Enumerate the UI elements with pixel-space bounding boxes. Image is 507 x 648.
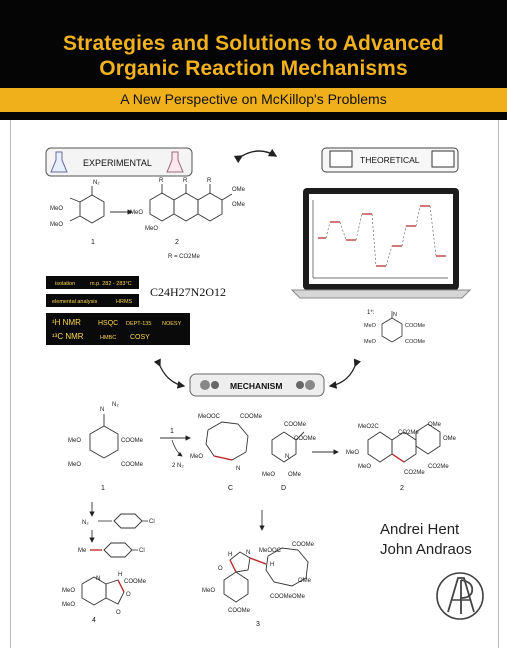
r-group-label: R	[159, 178, 164, 184]
meo-label: MeO	[364, 323, 376, 329]
h-nmr-label: ¹H NMR	[52, 318, 81, 327]
coome-label: COOMe	[292, 542, 315, 548]
noesy-label: NOESY	[162, 321, 182, 327]
subtitle: A New Perspective on McKillop's Problems	[120, 91, 387, 107]
compound-label-3: 3	[256, 621, 260, 628]
author-name: John Andraos	[380, 541, 472, 558]
coome-label: COOMe	[294, 436, 317, 442]
compound-label-2: 2	[400, 485, 404, 492]
gear-icon	[200, 380, 210, 390]
n-label: N	[285, 454, 290, 460]
compound-label-1: 1	[91, 239, 95, 246]
compound-label-1-star: 1*:	[367, 310, 375, 316]
r-definition: R = CO2Me	[168, 254, 200, 260]
theoretical-panel	[322, 148, 458, 172]
molecular-formula: C24H27N2O12	[150, 285, 227, 299]
highlight-bond	[250, 558, 266, 564]
meo-label: MeO	[50, 206, 64, 212]
c-nmr-label: ¹³C NMR	[52, 332, 84, 341]
n2-label: N₂	[82, 520, 89, 526]
gear-icon	[296, 381, 304, 389]
compound-label-d: D	[281, 485, 287, 492]
isolation-label: isolation	[55, 281, 76, 287]
n-label: N	[100, 407, 105, 413]
intermediate-c-structure	[206, 422, 248, 460]
meo-label: MeO	[130, 210, 144, 216]
co2me-label: CO2Me	[428, 464, 449, 470]
r-group-label: R	[183, 178, 188, 184]
loss-arrow	[172, 440, 182, 456]
gear-icon	[211, 381, 219, 389]
h-label: H	[270, 562, 275, 568]
n-label: N	[246, 550, 251, 556]
meo-label: MeO	[145, 226, 159, 232]
compound-label-4: 4	[92, 617, 96, 624]
coome-label: COOMe	[405, 339, 426, 345]
o-label: O	[218, 566, 223, 572]
hrms-label: HRMS	[116, 299, 133, 305]
meo-label: MeO	[364, 339, 376, 345]
meo-label: MeO	[62, 602, 76, 608]
hmbc-label: HMBC	[100, 335, 117, 341]
cosy-label: COSY	[130, 334, 150, 341]
coome-label: COOMe	[121, 462, 144, 468]
dept-label: DEPT-135	[126, 321, 152, 327]
product-2-structure	[150, 184, 232, 221]
ome-label: OMe	[288, 472, 302, 478]
coome-label: COOMe	[405, 323, 426, 329]
mechanism-banner	[190, 374, 324, 396]
authors-block	[380, 520, 492, 560]
meo-label: MeO	[346, 450, 360, 456]
cl-label: Cl	[149, 519, 155, 525]
experimental-panel	[46, 148, 192, 176]
highlight-bond	[214, 456, 232, 460]
n2-label: N₂	[112, 402, 119, 408]
curved-arrow-left	[160, 366, 184, 386]
highlight-bond	[230, 560, 236, 572]
melting-point-label: m.p. 282 - 283°C	[90, 281, 132, 287]
ome-label: OMe	[232, 187, 246, 193]
o-label: O	[116, 610, 121, 616]
experimental-label: EXPERIMENTAL	[83, 158, 152, 168]
co2me-label: CO2Me	[404, 470, 425, 476]
meo-label: MeO	[68, 438, 82, 444]
publisher-logo-icon	[434, 568, 486, 624]
meooc-label: MeOOC	[198, 414, 221, 420]
h-label: H	[228, 552, 233, 558]
coome-label: COOMe	[121, 438, 144, 444]
compound-4-structure	[82, 577, 124, 605]
author-name: Andrei Hent	[380, 521, 460, 538]
n-label: N	[236, 466, 241, 472]
r-group-label: R	[207, 178, 212, 184]
o-label: O	[126, 592, 131, 598]
compound-label-2: 2	[175, 239, 179, 246]
ome-label: OMe	[298, 578, 312, 584]
ome-label: OMe	[443, 436, 457, 442]
reagent-label: 1	[170, 428, 174, 435]
me-label: Me	[78, 548, 87, 554]
laptop-energy-diagram	[292, 188, 470, 298]
meo-label: MeO	[50, 222, 64, 228]
n-label: N	[393, 312, 397, 318]
mech-compound-1-structure	[90, 414, 118, 458]
exchange-arrow	[242, 151, 276, 156]
nitrogen-loss-label: 2 N₂	[172, 463, 184, 469]
title-line-1: Strategies and Solutions to Advanced	[63, 32, 444, 55]
compound-label-c: C	[228, 485, 234, 492]
compound-label-1: 1	[101, 485, 105, 492]
coome-label: COOMe	[240, 414, 263, 420]
meo-label: MeO	[358, 464, 372, 470]
reactant-1-structure	[70, 186, 104, 223]
title-line-2: Organic Reaction Mechanisms	[99, 57, 408, 80]
mechanism-label: MECHANISM	[230, 381, 283, 391]
coome-label: COOMe	[270, 594, 293, 600]
benzene-ring	[104, 543, 132, 557]
ome-label: OMe	[292, 594, 306, 600]
benzene-ring	[114, 514, 142, 528]
ome-label: OMe	[232, 202, 246, 208]
theoretical-label: THEORETICAL	[360, 155, 420, 165]
meo-label: MeO	[202, 588, 216, 594]
gear-icon	[305, 380, 315, 390]
n2-label: N₂	[93, 180, 100, 186]
coome-label: COOMe	[124, 579, 147, 585]
curved-arrow-right	[330, 366, 355, 386]
coome-label: COOMe	[228, 608, 251, 614]
n-label: N	[96, 576, 101, 582]
coome-label: COOMe	[284, 422, 307, 428]
meooc-label: MeOOC	[259, 548, 282, 554]
meo-label: MeO	[262, 472, 276, 478]
h-label: H	[118, 572, 123, 578]
cl-label: Cl	[139, 548, 145, 554]
co2me-label: CO2Me	[398, 430, 419, 436]
highlight-bond	[392, 454, 404, 462]
elemental-analysis-label: elemental analysis	[52, 299, 98, 305]
hsqc-label: HSQC	[98, 320, 119, 327]
meo2c-label: MeO2C	[358, 424, 379, 430]
ome-label: OMe	[428, 422, 442, 428]
meo-label: MeO	[68, 462, 82, 468]
meo-label: MeO	[190, 454, 204, 460]
compound-1-star-structure	[382, 311, 402, 342]
meo-label: MeO	[62, 588, 76, 594]
